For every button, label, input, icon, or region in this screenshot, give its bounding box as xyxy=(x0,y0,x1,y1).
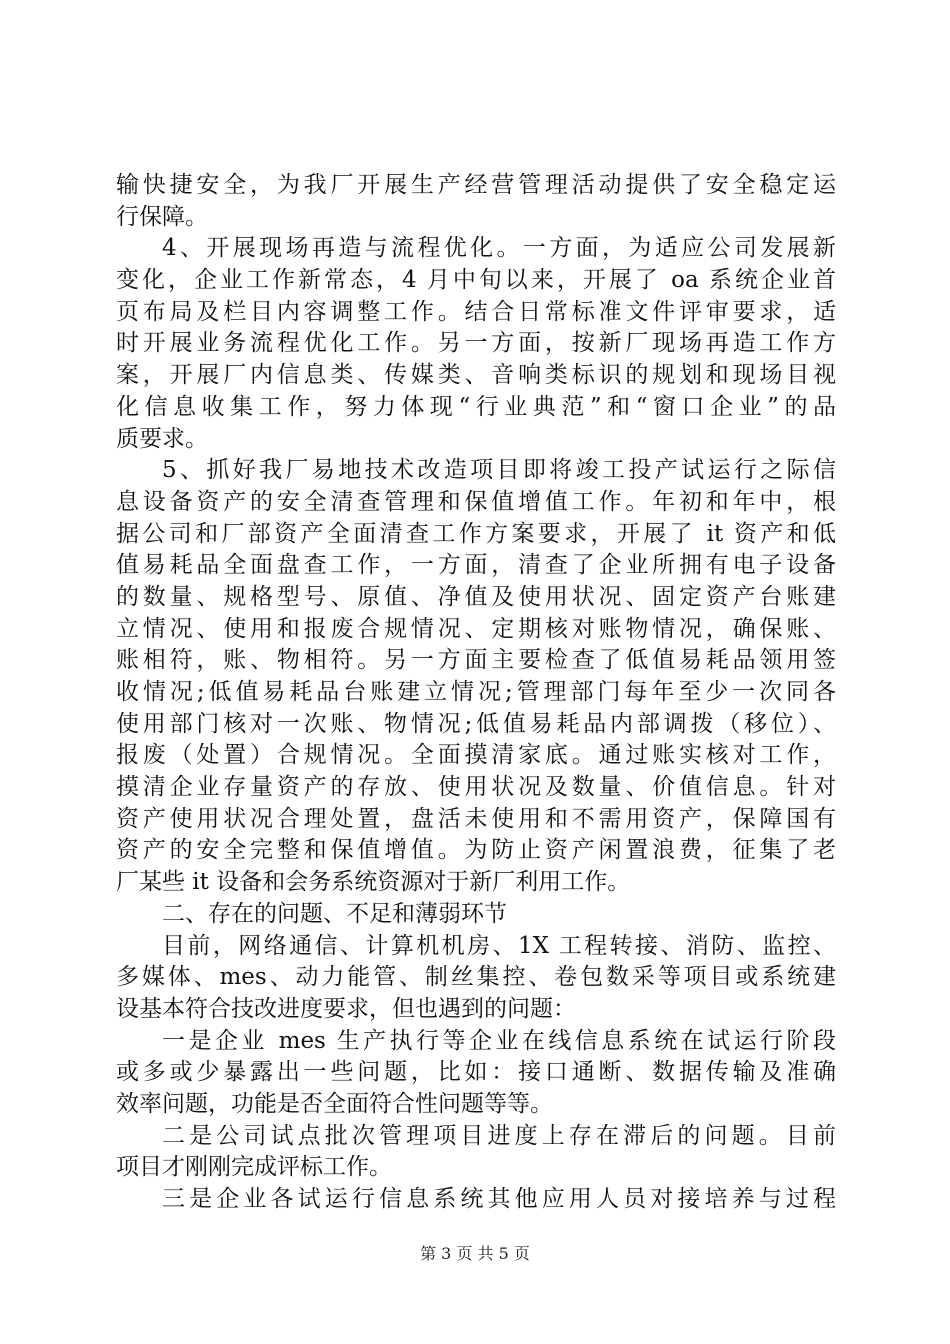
text-line: 4、开展现场再造与流程优化。一方面，为适应公司发展新 xyxy=(162,235,836,262)
text-line: 效率问题，功能是否全面符合性问题等等。 xyxy=(116,1090,553,1117)
text-line: 项目才刚刚完成评标工作。 xyxy=(116,1154,392,1181)
page-number-footer: 第 3 页 共 5 页 xyxy=(420,1244,530,1263)
text-line: 或多或少暴露出一些问题，比如：接口通断、数据传输及准确 xyxy=(116,1059,836,1086)
text-line: 值易耗品全面盘查工作，一方面，清查了企业所拥有电子设备 xyxy=(116,552,836,579)
text-line: 二、存在的问题、不足和薄弱环节 xyxy=(162,900,507,927)
text-line: 资产的安全完整和保值增值。为防止资产闲置浪费，征集了老 xyxy=(116,837,836,864)
text-line: 化信息收集工作，努力体现“行业典范”和“窗口企业”的品 xyxy=(116,393,836,420)
text-line: 一是企业 mes 生产执行等企业在线信息系统在试运行阶段 xyxy=(162,1027,836,1054)
document-body xyxy=(116,170,836,1216)
text-line: 多媒体、mes、动力能管、制丝集控、卷包数采等项目或系统建 xyxy=(116,964,836,991)
text-line: 设基本符合技改进度要求，但也遇到的问题： xyxy=(116,995,576,1022)
text-line: 收情况;低值易耗品台账建立情况;管理部门每年至少一次同各 xyxy=(116,679,836,705)
text-line: 5、抓好我厂易地技术改造项目即将竣工投产试运行之际信 xyxy=(162,457,836,484)
text-line: 厂某些 it 设备和会务系统资源对于新厂利用工作。 xyxy=(116,869,631,896)
text-line: 变化，企业工作新常态，4 月中旬以来，开展了 oa 系统企业首 xyxy=(116,267,836,294)
text-line: 使用部门核对一次账、物情况;低值易耗品内部调拨（移位）、 xyxy=(116,710,836,737)
text-line: 时开展业务流程优化工作。另一方面，按新厂现场再造工作方 xyxy=(116,330,836,357)
text-line: 据公司和厂部资产全面清查工作方案要求，开展了 it 资产和低 xyxy=(116,520,836,547)
text-line: 立情况、使用和报废合规情况、定期核对账物情况，确保账、 xyxy=(116,615,836,642)
text-line: 行保障。 xyxy=(116,203,208,230)
text-line: 质要求。 xyxy=(116,425,208,452)
text-line: 二是公司试点批次管理项目进度上存在滞后的问题。目前 xyxy=(162,1122,836,1149)
text-line: 摸清企业存量资产的存放、使用状况及数量、价值信息。针对 xyxy=(116,774,836,801)
text-line: 三是企业各试运行信息系统其他应用人员对接培养与过程 xyxy=(162,1186,836,1212)
text-line: 输快捷安全，为我厂开展生产经营管理活动提供了安全稳定运 xyxy=(116,172,836,198)
text-line: 报废（处置）合规情况。全面摸清家底。通过账实核对工作， xyxy=(116,742,836,769)
text-line: 资产使用状况合理处置，盘活未使用和不需用资产，保障国有 xyxy=(116,805,836,832)
text-line: 息设备资产的安全清查管理和保值增值工作。年初和年中，根 xyxy=(116,488,836,515)
text-line: 目前，网络通信、计算机机房、1X 工程转接、消防、监控、 xyxy=(162,932,836,959)
text-line: 的数量、规格型号、原值、净值及使用状况、固定资产台账建 xyxy=(116,583,836,610)
text-line: 案，开展厂内信息类、传媒类、音响类标识的规划和现场目视 xyxy=(116,362,836,389)
text-line: 页布局及栏目内容调整工作。结合日常标准文件评审要求，适 xyxy=(116,298,836,325)
text-line: 账相符，账、物相符。另一方面主要检查了低值易耗品领用签 xyxy=(116,647,836,674)
